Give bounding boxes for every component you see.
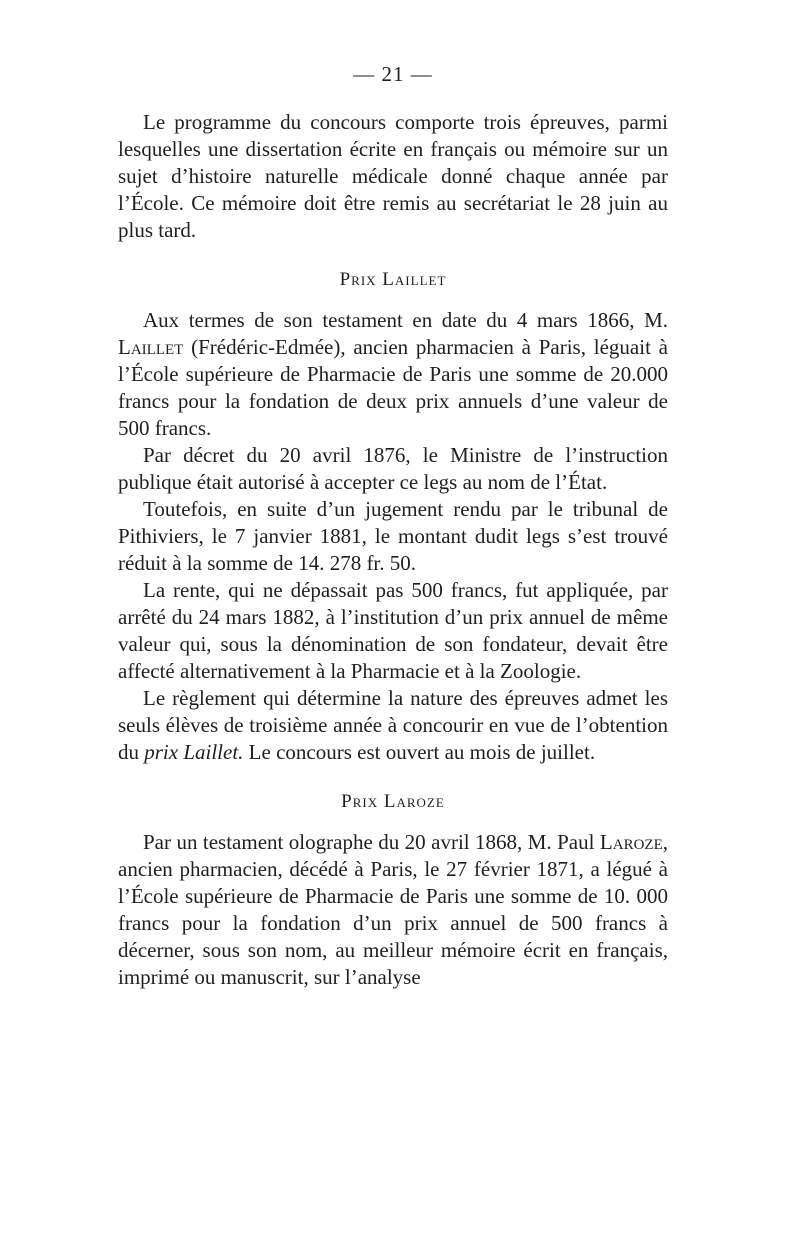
laroze-testament-paragraph: [118, 829, 668, 991]
text-segment: Aux termes de son testament en date du 4 mars 1866, M.: [143, 308, 668, 332]
text-segment: , ancien pharmacien, décédé à Paris, le 27 février 1871, a légué à l’École supérieure de Pharmacie de Paris une somme de 10. 000 francs pour la fondation d’un prix annuel de 500 francs à décerner, sous son nom, au meilleur mémoire écrit en français, imprimé ou manuscrit, sur l’analyse: [118, 830, 668, 989]
laillet-rente-paragraph: La rente, qui ne dépassait pas 500 francs, fut appliquée, par arrêté du 24 mars 1882, à l’institution d’un prix annuel de même valeur qui, sous la dénomination de son fondateur, devait être affecté alternativement à la Pharmacie et à la Zoologie.: [118, 578, 668, 683]
surname-laillet: Laillet: [118, 335, 184, 359]
laillet-testament-paragraph: [118, 307, 668, 442]
text-segment: (Frédéric-Edmée), ancien pharmacien à Paris, léguait à l’École supérieure de Pharmacie de Paris une somme de 20.000 francs pour la fondation de deux prix annuels d’une valeur de 500 francs.: [118, 335, 668, 440]
page-number: — 21 —: [353, 62, 433, 86]
text-segment: Le concours est ouvert au mois de juillet.: [243, 740, 596, 764]
prix-laillet-italic: prix Laillet.: [144, 740, 244, 764]
surname-laroze: Laroze: [599, 830, 663, 854]
concours-program-paragraph: Le programme du concours comporte trois épreuves, parmi lesquelles une dissertation écrite en français ou mémoire sur un sujet d’histoire naturelle médicale donné chaque année par l’École. Ce mémoire doit être remis au secrétariat le 28 juin au plus tard.: [118, 110, 668, 242]
text-segment: Le règlement qui détermine la nature des épreuves admet les seuls élèves de troisième année à concourir en vue de l’obtention du: [118, 686, 668, 764]
laillet-reglement-paragraph: [118, 685, 668, 766]
section-heading-prix-laroze: Prix Laroze: [341, 791, 445, 812]
text-segment: Par un testament olographe du 20 avril 1868, M. Paul: [143, 830, 600, 854]
laillet-decree-paragraph: Par décret du 20 avril 1876, le Ministre de l’instruction publique était autorisé à accepter ce legs au nom de l’État.: [118, 443, 668, 494]
laillet-judgment-paragraph: Toutefois, en suite d’un jugement rendu par le tribunal de Pithiviers, le 7 janvier 1881, le montant dudit legs s’est trouvé réduit à la somme de 14. 278 fr. 50.: [118, 497, 668, 575]
section-heading-prix-laillet: Prix Laillet: [339, 269, 447, 290]
book-page: [118, 62, 668, 991]
